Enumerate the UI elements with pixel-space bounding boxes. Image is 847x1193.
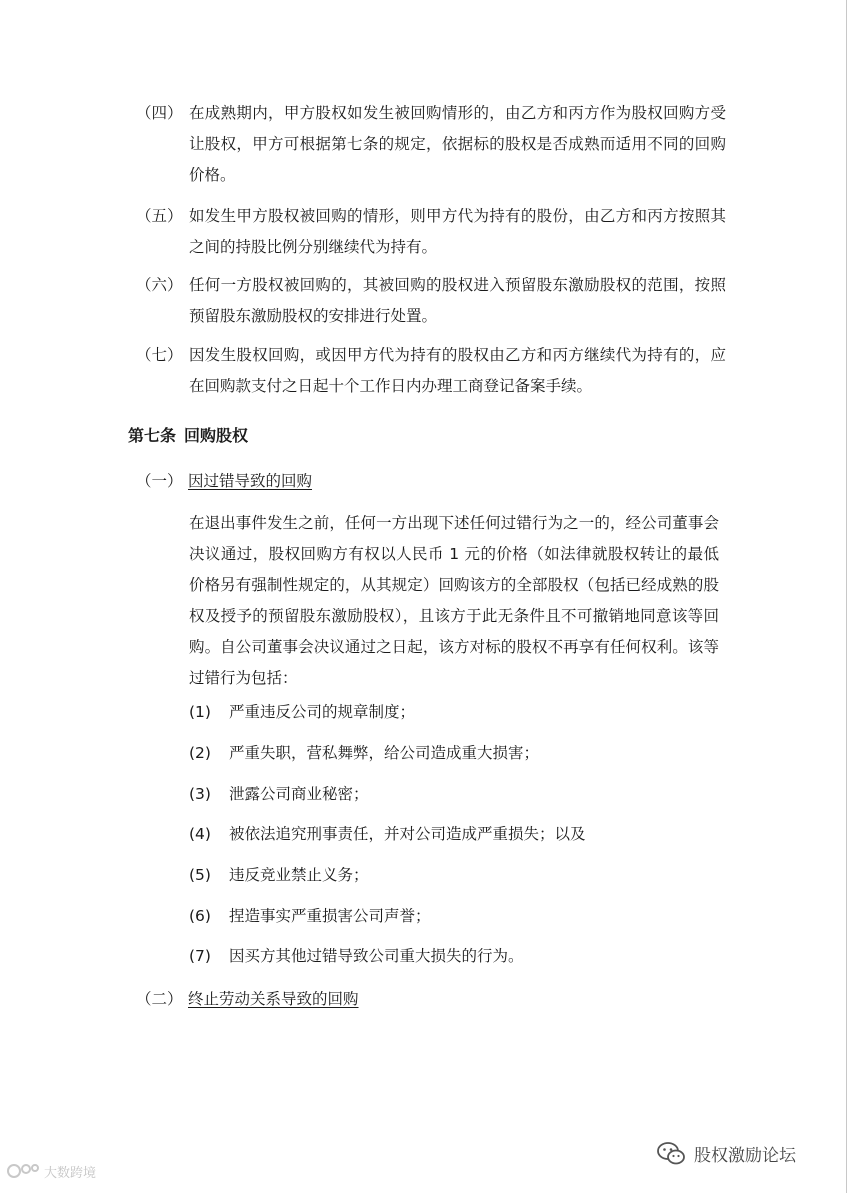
- section-number: （一）: [136, 472, 183, 490]
- list-item-number: (1): [189, 703, 211, 721]
- watermark-right: [656, 1140, 796, 1166]
- list-item-number: (4): [189, 825, 211, 843]
- article-title: 回购股权: [184, 426, 249, 445]
- clause-4: [136, 98, 726, 191]
- watermark-right-text: 股权激励论坛: [694, 1145, 796, 1166]
- list-item-text: 严重违反公司的规章制度；: [229, 703, 416, 721]
- list-item-number: (6): [189, 907, 211, 925]
- watermark-left: [6, 1160, 96, 1182]
- section-heading-1: [136, 466, 312, 496]
- clause-number: （六）: [136, 276, 183, 294]
- list-item-number: (7): [189, 947, 211, 965]
- list-item: [189, 779, 369, 809]
- article-label: 第七条: [128, 426, 177, 445]
- list-item: [189, 941, 524, 971]
- list-item-text: 泄露公司商业秘密；: [229, 785, 369, 803]
- list-item: [189, 901, 431, 931]
- wechat-icon: [656, 1140, 686, 1166]
- section-title: 因过错导致的回购: [188, 472, 313, 490]
- clause-number: （五）: [136, 207, 183, 225]
- list-item-number: (2): [189, 744, 211, 762]
- clause-text: 因发生股权回购，或因甲方代为持有的股权由乙方和丙方继续代为持有的，应在回购款支付之日起十个工作日内办理工商登记备案手续。: [189, 346, 726, 395]
- clause-5: [136, 201, 726, 263]
- section-title: 终止劳动关系导致的回购: [188, 990, 359, 1008]
- clause-text: 如发生甲方股权被回购的情形，则甲方代为持有的股份，由乙方和丙方按照其之间的持股比例分别继续代为持有。: [189, 207, 726, 256]
- section-number: （二）: [136, 990, 183, 1008]
- clause-number: （四）: [136, 104, 183, 122]
- list-item-number: (3): [189, 785, 211, 803]
- list-item-text: 被依法追究刑事责任，并对公司造成严重损失；以及: [229, 825, 586, 843]
- section-heading-2: [136, 984, 359, 1014]
- list-item-text: 因买方其他过错导致公司重大损失的行为。: [229, 947, 524, 965]
- list-item: [189, 819, 586, 849]
- article-heading: [128, 421, 248, 451]
- clause-6: [136, 270, 726, 332]
- section-paragraph: 在退出事件发生之前，任何一方出现下述任何过错行为之一的，经公司董事会决议通过，股权回购方有权以人民币 1 元的价格（如法律就股权转让的最低价格另有强制性规定的，从其规定）回购该方的全部股权（包括已经成熟的股权及授予的预留股东激励股权），且该方于此无条件且不可撤销地同意该等回购。自公司董事会决议通过之日起，该方对标的股权不再享有任何权利。该等过错行为包括：: [189, 514, 719, 687]
- logo-icon: [6, 1160, 40, 1182]
- list-item-text: 捏造事实严重损害公司声誉；: [229, 907, 431, 925]
- clause-text: 在成熟期内，甲方股权如发生被回购情形的，由乙方和丙方作为股权回购方受让股权，甲方可根据第七条的规定，依据标的股权是否成熟而适用不同的回购价格。: [189, 104, 726, 184]
- list-item-text: 严重失职，营私舞弊，给公司造成重大损害；: [229, 744, 540, 762]
- list-item-text: 违反竞业禁止义务；: [229, 866, 369, 884]
- list-item: [189, 860, 369, 890]
- list-item: [189, 697, 415, 727]
- list-item: [189, 738, 539, 768]
- list-item-number: (5): [189, 866, 211, 884]
- watermark-left-text: 大数跨境: [44, 1165, 97, 1181]
- clause-text: 任何一方股权被回购的，其被回购的股权进入预留股东激励股权的范围，按照预留股东激励股权的安排进行处置。: [189, 276, 726, 325]
- clause-7: [136, 340, 726, 402]
- clause-number: （七）: [136, 346, 183, 364]
